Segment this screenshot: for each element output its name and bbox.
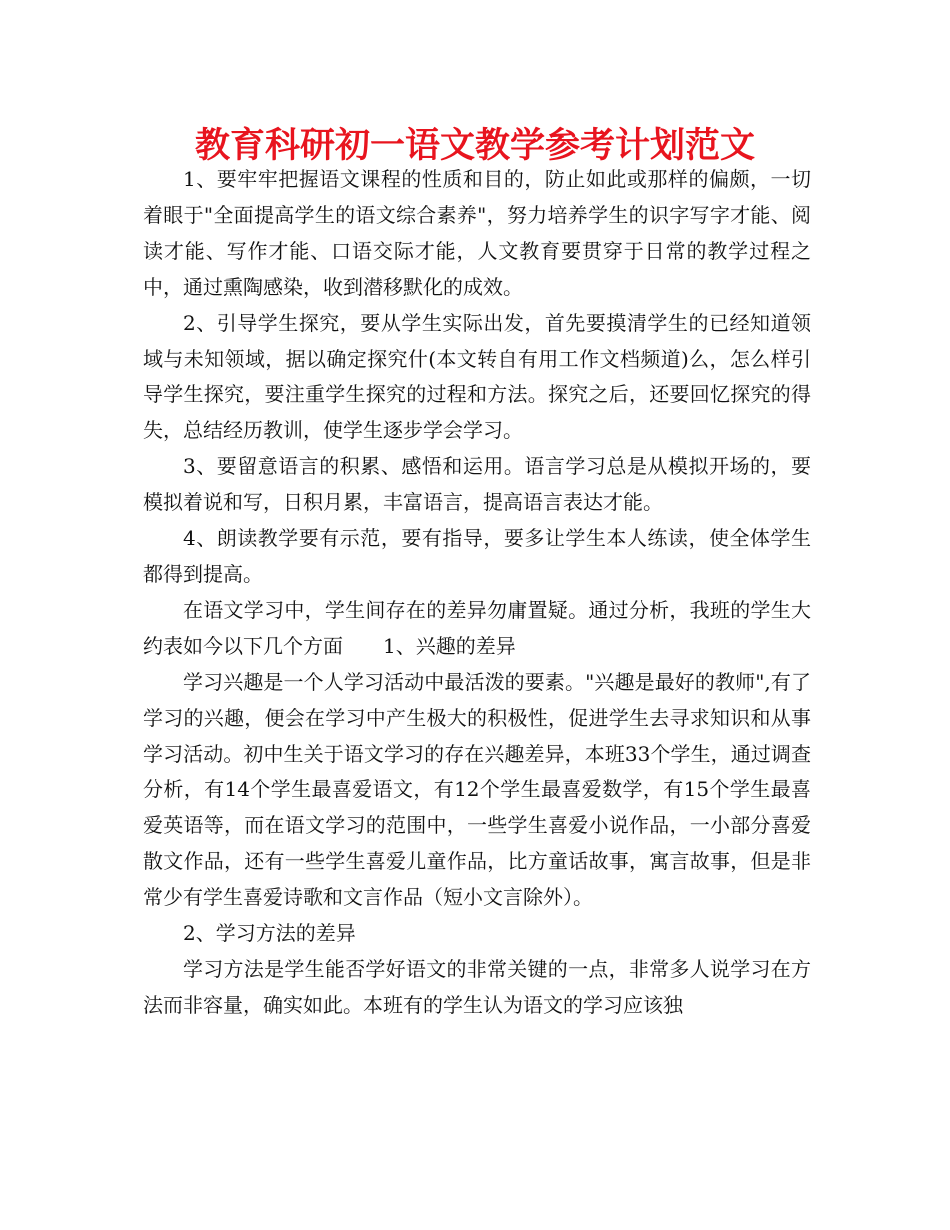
paragraph-1: 1、要牢牢把握语文课程的性质和目的，防止如此或那样的偏颇，一切着眼于"全面提高学生的语文综合素养"，努力培养学生的识字写字才能、阅读才能、写作才能、口语交际才能，人文教育要贯穿于日常的教学过程之中，通过熏陶感染，收到潜移默化的成效。 <box>143 167 811 299</box>
paragraph-2: 2、引导学生探究，要从学生实际出发，首先要摸清学生的已经知道领域与未知领域，据以确定探究什(本文转自有用工作文档频道)么，怎么样引导学生探究，要注重学生探究的过程和方法。探究之后，还要回忆探究的得失，总结经历教训，使学生逐步学会学习。 <box>143 310 811 443</box>
document-title: 教育科研初一语文教学参考计划范文 <box>194 126 755 166</box>
paragraph-4: 4、朗读教学要有示范，要有指导，要多让学生本人练读，使全体学生都得到提高。 <box>143 526 811 586</box>
paragraph-5: 在语文学习中，学生间存在的差异勿庸置疑。通过分析，我班的学生大约表如今以下几个方面 1、兴趣的差异 <box>143 597 811 658</box>
paragraph-3: 3、要留意语言的积累、感悟和运用。语言学习总是从模拟开场的，要模拟着说和写，日积月累，丰富语言，提高语言表达才能。 <box>143 454 811 515</box>
paragraph-8: 学习方法是学生能否学好语文的非常关键的一点，非常多人说学习在方法而非容量，确实如此。本班有的学生认为语文的学习应该独 <box>143 956 811 1017</box>
document-body <box>143 162 811 1024</box>
paragraph-6: 学习兴趣是一个人学习活动中最活泼的要素。"兴趣是最好的教师",有了学习的兴趣，便会在学习中产生极大的积极性，促进学生去寻求知识和从事学习活动。初中生关于语文学习的存在兴趣差异，本班33个学生，通过调查分析，有14个学生最喜爱语文，有12个学生最喜爱数学，有15个学生最喜爱英语等，而在语文学习的范围中，一些学生喜爱小说作品，一小部分喜爱散文作品，还有一些学生喜爱儿童作品，比方童话故事，寓言故事，但是非常少有学生喜爱诗歌和文言作品（短小文言除外）。 <box>143 669 811 910</box>
paragraph-7: 2、学习方法的差异 <box>183 921 356 946</box>
